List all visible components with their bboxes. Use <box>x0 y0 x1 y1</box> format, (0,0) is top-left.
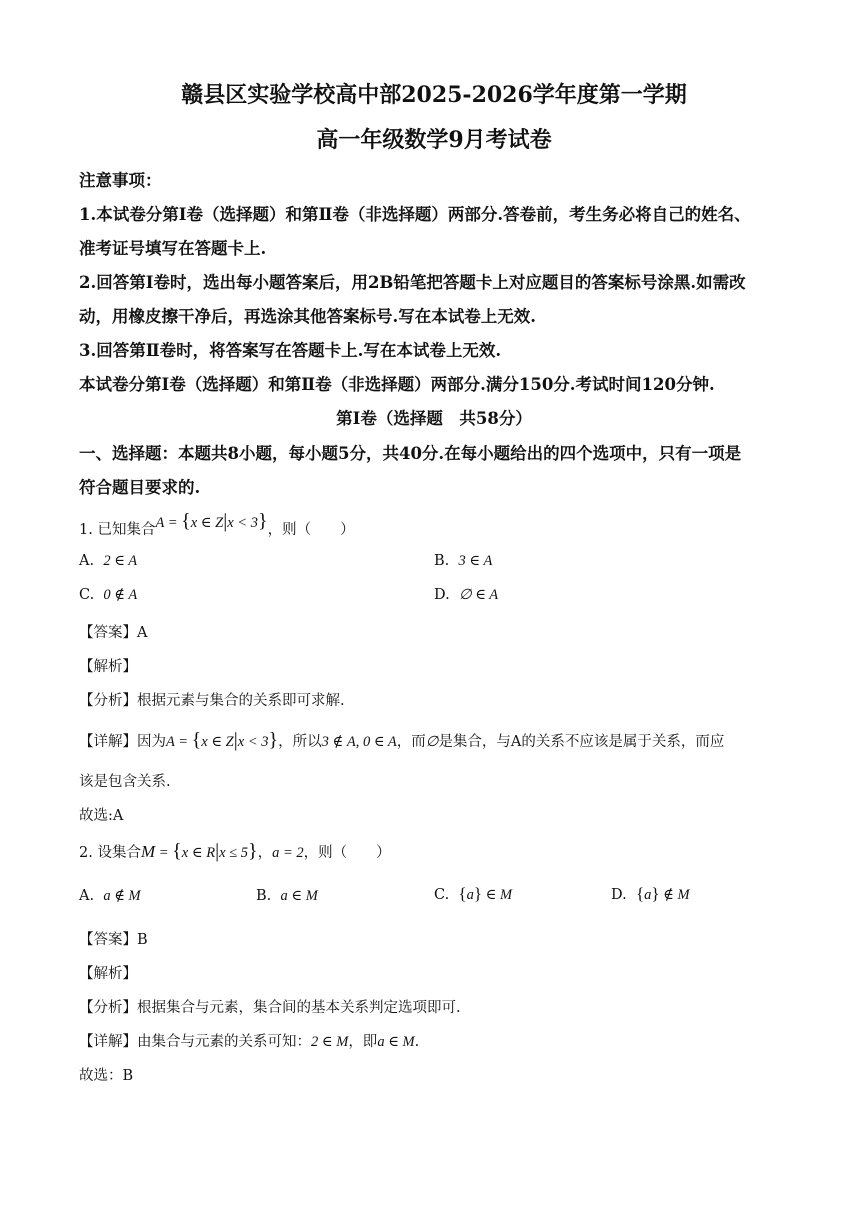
q1-option-b-text: 3 ∈ A <box>458 553 493 569</box>
q1-set-x: x <box>190 515 198 531</box>
q1-option-d-label: D. <box>434 587 450 603</box>
q1-brace-left: { <box>181 510 191 532</box>
q1-detail-e: ∅ <box>425 734 439 750</box>
q1-option-a-label: A. <box>79 553 95 569</box>
q2-answer: 【答案】B <box>79 932 148 948</box>
q1-prefix: 1. 已知集合 <box>79 522 156 538</box>
q1-set-in: ∈ Z <box>197 515 224 531</box>
q1-option-c-label: C. <box>79 587 95 603</box>
q2-option-d-set: a <box>644 887 652 903</box>
q1-detail-brace-left: { <box>191 729 202 751</box>
q2-choose: 故选：B <box>79 1068 134 1084</box>
q2-option-c-set: a <box>466 887 474 903</box>
q1-stem <box>79 510 355 540</box>
q1-set-eq: = <box>164 515 182 531</box>
q1-detail-set-in: ∈ Z <box>207 734 234 750</box>
notice-item-2b: 动，用橡皮擦干净后，再选涂其他答案标号.写在本试卷上无效. <box>79 307 536 326</box>
q1-detail-set-eq: = <box>174 734 192 750</box>
q2-prefix: 2. 设集合 <box>79 845 141 861</box>
q2-set-eq: = <box>155 845 173 861</box>
q1-detail-line2: 该是包含关系. <box>79 774 171 790</box>
q2-brace-left: { <box>172 840 182 862</box>
q2-set-var: M <box>140 842 156 861</box>
q2-detail-d: a ∈ M <box>377 1034 415 1050</box>
exam-title-line2: 高一年级数学9月考试卷 <box>316 127 552 153</box>
q1-detail-bar: | <box>233 729 238 751</box>
q1-detail-f: 是集合，与A的关系不应该是属于关系，而应 <box>438 734 725 750</box>
notice-heading: 注意事项： <box>79 171 162 190</box>
q1-option-a-text: 2 ∈ A <box>103 553 138 569</box>
q1-detail-c: 3 ∉ A, 0 ∈ A <box>321 734 397 750</box>
q2-fenxi: 【分析】根据集合与元素，集合间的基本关系判定选项即可. <box>79 1000 461 1016</box>
notice-item-1b: 准考证号填写在答题卡上. <box>79 239 267 258</box>
q1-detail-d: ，而 <box>396 734 426 750</box>
q1-option-b-label: B. <box>434 553 450 569</box>
q2-stem: 2. 设集合M = {x ∈ R|x ≤ 5}，a = 2，则（ ） <box>79 840 391 862</box>
q2-set-in: ∈ R <box>188 845 216 861</box>
q1-set-bar: | <box>223 510 228 532</box>
q2-option-d-label: D. <box>611 887 627 903</box>
q2-option-c-rel: ∈ M <box>482 887 513 903</box>
q1-fenxi: 【分析】根据元素与集合的关系即可求解. <box>79 693 345 709</box>
section-title: 第Ⅰ卷（选择题 共58分） <box>336 409 532 428</box>
q1-analysis-label: 【解析】 <box>79 659 137 675</box>
q1-answer: 【答案】A <box>79 625 148 641</box>
notice-item-3: 3.回答第Ⅱ卷时，将答案写在答题卡上.写在本试卷上无效. <box>79 341 502 360</box>
q2-option-d-brace-left: { <box>635 884 645 903</box>
part1-instruction-1: 一、选择题：本题共8小题，每小题5分，共40分.在每小题给出的四个选项中，只有一项是 <box>79 444 742 463</box>
q2-detail <box>79 1030 419 1051</box>
q2-detail-a: 【详解】由集合与元素的关系可知： <box>79 1034 311 1050</box>
q2-option-b <box>256 888 318 905</box>
q1-detail-set-x: x <box>201 734 208 750</box>
q2-option-d-brace-right: } <box>651 884 660 903</box>
q2-set-bar: | <box>215 840 220 862</box>
q1-option-d <box>434 587 498 604</box>
q2-suffix: ，则（ ） <box>303 845 391 861</box>
q2-brace-right: } <box>247 840 258 862</box>
q2-detail-c: ，即 <box>348 1034 378 1050</box>
q1-option-a <box>79 553 137 570</box>
q1-option-c-text: 0 ∉ A <box>103 587 138 603</box>
notice-item-1a: 1.本试卷分第Ⅰ卷（选择题）和第Ⅱ卷（非选择题）两部分.答卷前，考生务必将自己的姓名、 <box>79 205 751 224</box>
q2-detail-e: . <box>414 1034 420 1050</box>
q2-set-x: x <box>181 845 189 861</box>
q1-option-d-text: ∅ ∈ A <box>458 587 499 603</box>
notice-item-4: 本试卷分第Ⅰ卷（选择题）和第Ⅱ卷（非选择题）两部分.满分150分.考试时间120分钟. <box>79 375 715 394</box>
q1-detail-b: ，所以 <box>278 734 322 750</box>
q1-choose: 故选:A <box>79 808 124 824</box>
q1-set-cond: x < 3 <box>227 515 258 531</box>
q2-option-c-brace-right: } <box>473 884 482 903</box>
q2-option-d-rel: ∉ M <box>659 887 690 903</box>
q1-detail-set-var: A <box>166 734 175 750</box>
q1-detail-brace-right: } <box>268 729 279 751</box>
q1-suffix: ，则（ ） <box>267 522 355 538</box>
q2-option-c-brace-left: { <box>458 884 467 903</box>
q2-option-a <box>79 888 141 905</box>
q2-option-a-text: a ∉ M <box>103 888 141 904</box>
q2-option-a-label: A. <box>79 888 95 904</box>
q1-option-b <box>434 553 492 570</box>
q1-brace-right: } <box>257 510 268 532</box>
q2-option-d <box>611 884 690 904</box>
notice-item-2a: 2.回答第Ⅰ卷时，选出每小题答案后，用2B铅笔把答题卡上对应题目的答案标号涂黑.如需改 <box>79 273 746 292</box>
q1-detail-set-cond: x < 3 <box>237 734 269 750</box>
q2-set-cond: x ≤ 5 <box>219 845 248 861</box>
q1-detail-line1 <box>79 729 724 752</box>
q1-detail-a: 【详解】因为 <box>79 734 166 750</box>
q1-option-c <box>79 587 137 604</box>
q2-detail-b: 2 ∈ M <box>311 1034 349 1050</box>
q2-option-b-label: B. <box>256 888 272 904</box>
q2-analysis-label: 【解析】 <box>79 966 137 982</box>
part1-instruction-2: 符合题目要求的. <box>79 478 201 497</box>
q2-option-c-label: C. <box>434 887 450 903</box>
exam-title-line1: 赣县区实验学校高中部2025-2026学年度第一学期 <box>181 82 687 108</box>
q2-a-eq: a = 2 <box>272 845 304 861</box>
q2-option-c <box>434 884 512 904</box>
q1-set-var: A <box>155 515 165 531</box>
q2-option-b-text: a ∈ M <box>280 888 318 904</box>
